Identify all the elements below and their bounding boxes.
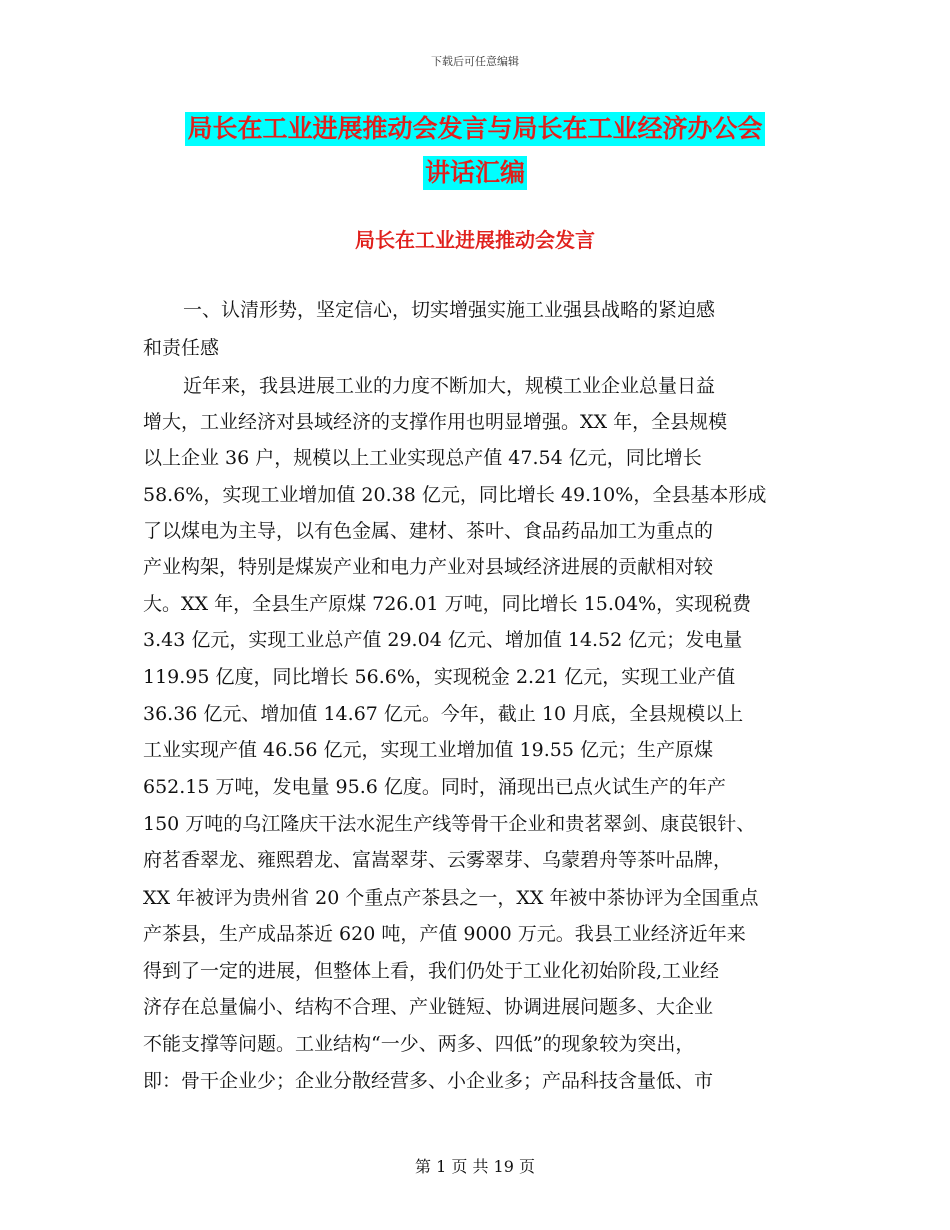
heading-line-1: 一、认清形势，坚定信心，切实增强实施工业强县战略的紧迫感 [183, 299, 716, 321]
body-line: 150 万吨的乌江隆庆干法水泥生产线等骨干企业和贵茗翠剑、康苠银针、 [143, 813, 756, 835]
body-line: 119.95 亿度，同比增长 56.6%，实现税金 2.21 亿元，实现工业产值 [143, 666, 736, 688]
body-line: 工业实现产值 46.56 亿元，实现工业增加值 19.55 亿元；生产原煤 [143, 739, 713, 761]
body-line: 652.15 万吨，发电量 95.6 亿度。同时，涌现出已点火试生产的年产 [143, 776, 726, 798]
body-line: 36.36 亿元、增加值 14.67 亿元。今年，截止 10 月底，全县规模以上 [143, 703, 744, 725]
section-title: 局长在工业进展推动会发言 [355, 228, 595, 252]
body-line: 产业构架，特别是煤炭产业和电力产业对县域经济进展的贡献相对较 [143, 556, 714, 578]
heading-line-2: 和责任感 [143, 337, 220, 359]
document-title [0, 112, 950, 190]
body-line: 即：骨干企业少；企业分散经营多、小企业多；产品科技含量低、市 [143, 1070, 714, 1092]
body-line: 得到了一定的进展，但整体上看，我们仍处于工业化初始阶段,工业经 [143, 960, 720, 982]
body-line: 产茶县，生产成品茶近 620 吨，产值 9000 万元。我县工业经济近年来 [143, 923, 746, 945]
body-line: XX 年被评为贵州省 20 个重点产茶县之一，XX 年被中茶协评为全国重点 [143, 887, 759, 909]
title-line-2: 讲话汇编 [423, 156, 527, 190]
body-line: 近年来，我县进展工业的力度不断加大，规模工业企业总量日益 [183, 375, 716, 397]
body-line: 以上企业 36 户，规模以上工业实现总产值 47.54 亿元，同比增长 [143, 447, 702, 469]
body-line: 了以煤电为主导，以有色金属、建材、茶叶、食品药品加工为重点的 [143, 520, 714, 542]
body-line: 3.43 亿元，实现工业总产值 29.04 亿元、增加值 14.52 亿元；发电量 [143, 629, 743, 651]
body-line: 济存在总量偏小、结构不合理、产业链短、协调进展问题多、大企业 [143, 996, 714, 1018]
page-header-note: 下载后可任意编辑 [431, 55, 519, 68]
body-line: 增大，工业经济对县域经济的支撑作用也明显增强。XX 年，全县规模 [143, 411, 728, 433]
body-line: 府茗香翠龙、雍熙碧龙、富嵩翠芽、云雾翠芽、乌蒙碧舟等茶叶品牌， [143, 849, 733, 871]
page-number: 第 1 页 共 19 页 [415, 1157, 535, 1176]
body-line: 不能支撑等问题。工业结构“一少、两多、四低”的现象较为突出， [143, 1033, 695, 1055]
body-line: 大。XX 年，全县生产原煤 726.01 万吨，同比增长 15.04%，实现税费 [143, 593, 752, 615]
title-line-1: 局长在工业进展推动会发言与局长在工业经济办公会 [185, 112, 764, 146]
body-line: 58.6%，实现工业增加值 20.38 亿元，同比增长 49.10%，全县基本形成 [143, 484, 767, 506]
